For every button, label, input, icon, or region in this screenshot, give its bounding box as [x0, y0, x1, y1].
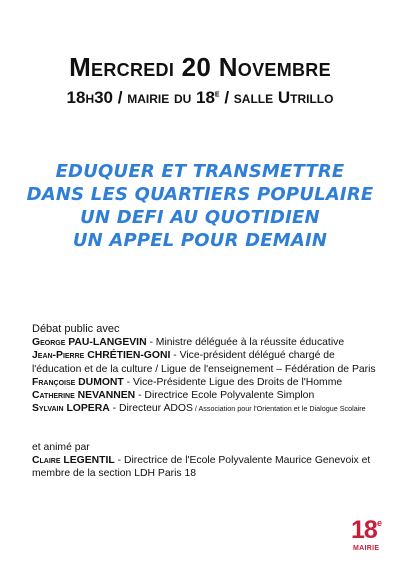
speaker-item — [32, 389, 384, 402]
animator-intro: et animé par — [32, 442, 90, 453]
event-date: Mercredi 20 Novembre — [69, 52, 331, 82]
logo-number: 18 — [351, 516, 377, 544]
headline-line: EDUQUER ET TRANSMETTRE — [55, 161, 345, 182]
speaker-role: - Vice-président délégué chargé de l'éducation et de la culture / Ligue de l'enseignement – Fédération de Paris — [32, 350, 376, 375]
headline-line: UN APPEL POUR DEMAIN — [72, 230, 328, 251]
speaker-item — [32, 349, 384, 375]
animator-section — [32, 441, 384, 481]
speaker-item — [32, 376, 384, 389]
speaker-item — [32, 336, 384, 349]
headline-line: UN DEFI AU QUOTIDIEN — [80, 207, 320, 228]
debate-intro: Débat public avec — [32, 323, 120, 335]
headline-line: DANS LES QUARTIERS POPULAIRE — [26, 184, 374, 205]
speaker-item — [32, 402, 384, 415]
venue: mairie du 18 — [127, 88, 215, 107]
debate-section — [32, 323, 384, 415]
mairie-18-logo — [351, 518, 383, 558]
speaker-name: Catherine NEVANNEN — [32, 390, 136, 402]
room: salle Utrillo — [233, 88, 334, 107]
speaker-role: - Vice-Présidente Ligue des Droits de l'Homme — [123, 376, 343, 388]
separator: / — [117, 88, 123, 107]
speaker-name: Françoise DUMONT — [32, 376, 124, 388]
speaker-name: George PAU-LANGEVIN — [32, 337, 147, 349]
speaker-role: - Directeur ADOS — [109, 403, 193, 415]
headline — [0, 160, 400, 252]
logo-sup: e — [377, 518, 383, 528]
speaker-note: / Association pour l'Orientation et le Dialogue Scolaire — [192, 404, 366, 414]
speaker-role: - Ministre déléguée à la réussite éducative — [146, 337, 345, 349]
speaker-name: Sylvain LOPERA — [32, 403, 110, 415]
speaker-role: - Directrice Ecole Polyvalente Simplon — [135, 390, 315, 402]
separator: / — [224, 88, 230, 107]
venue-sup: e — [214, 88, 220, 100]
event-time: 18h30 — [66, 88, 114, 107]
animator-item — [32, 454, 384, 480]
animator-name: Claire LEGENTIL — [32, 455, 115, 467]
event-place — [0, 88, 400, 108]
speaker-name: Jean-Pierre CHRÉTIEN-GONI — [32, 350, 171, 362]
logo-label: MAIRIE — [353, 545, 380, 552]
animator-role: - Directrice de l'Ecole Polyvalente Maurice Genevoix et membre de la section LDH Paris 18 — [32, 455, 371, 480]
